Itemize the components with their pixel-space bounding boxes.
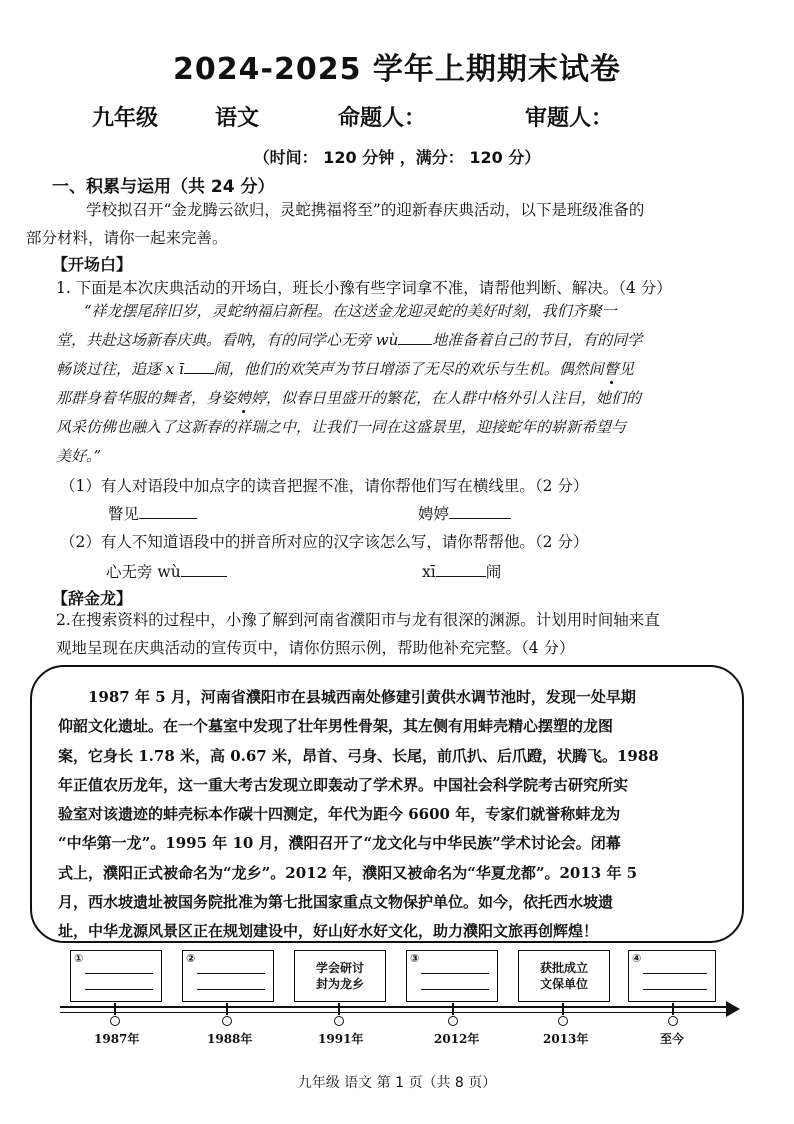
passage-text: 堂，共赴这场新春庆典。看呐，有的同学心无旁 wù <box>56 331 399 349</box>
answer-item <box>418 500 511 528</box>
timeline-box-3[interactable] <box>406 950 498 1002</box>
answer-blank-wu[interactable] <box>398 326 432 345</box>
passage-line: 美好。” <box>56 447 102 465</box>
reviewer-label: 审题人： <box>525 106 614 131</box>
blank-line <box>421 973 489 974</box>
timeline-arrow-icon <box>726 1001 740 1017</box>
timeline-box-example-2013 <box>518 950 610 1002</box>
story-line: 月，西水坡遗址被国务院批准为第七批国家重点文物保护单位。如今，依托西水坡遗 <box>58 893 614 912</box>
timeline-year: 1988年 <box>207 1032 253 1046</box>
setter-label: 命题人： <box>338 106 427 131</box>
timeline-tick <box>114 1003 116 1015</box>
subject-label: 语文 <box>215 106 260 131</box>
answer-blank[interactable] <box>436 558 486 577</box>
passage-line: “祥龙摆尾辞旧岁，灵蛇纳福启新程。在这送金龙迎灵蛇的美好时刻，我们齐聚一 <box>84 302 617 320</box>
blank-line <box>421 989 489 990</box>
timeline-tick <box>226 1003 228 1015</box>
blank-line <box>85 973 153 974</box>
timeline-tick <box>562 1003 564 1015</box>
blank-line <box>197 989 265 990</box>
question-2 <box>56 606 741 662</box>
blank-line <box>643 989 707 990</box>
timeline-year: 2012年 <box>434 1032 480 1046</box>
timeline-node <box>668 1016 678 1026</box>
answer-blank[interactable] <box>181 558 227 577</box>
passage-text: 婷，似春日里盛开的繁花，在人群中格外引人注目，她们的 <box>251 389 642 407</box>
timeline-box-example-1991 <box>294 950 386 1002</box>
story-text <box>58 683 718 947</box>
passage-line <box>56 355 741 384</box>
box-text: 学会研讨 <box>315 961 364 975</box>
dotted-char: 瞥 <box>603 360 619 378</box>
page-footer: 九年级 语文 第 1 页（共 8 页） <box>297 1075 497 1091</box>
timeline-node <box>334 1016 344 1026</box>
passage-text: 闹，他们的欢笑声为节日增添了无尽的欢乐与生机。偶然间 <box>213 360 604 378</box>
answer-item <box>108 500 197 528</box>
grade-label: 九年级 <box>92 106 159 131</box>
dotted-char: 娉 <box>236 389 252 407</box>
timeline-tick <box>452 1003 454 1015</box>
exam-time-info: （时间： 120 分钟 ，满分： 120 分） <box>253 148 541 167</box>
timeline-node <box>558 1016 568 1026</box>
timeline-node <box>222 1016 232 1026</box>
timeline-tick <box>338 1003 340 1015</box>
passage-text: 见 <box>618 360 634 378</box>
timeline-tick <box>672 1003 674 1015</box>
passage-line <box>56 326 741 355</box>
passage-line: 风采仿佛也融入了这新春的祥瑞之中，让我们一同在这盛景里，迎接蛇年的崭新希望与 <box>56 418 627 436</box>
answer-item-label: 闹 <box>485 563 502 581</box>
timeline-year: 1987年 <box>94 1032 140 1046</box>
passage-text: 畅谈过往，追逐 x ī <box>56 360 184 378</box>
answer-blank[interactable] <box>139 500 197 519</box>
story-line: “中华第一龙”。1995 年 10 月，濮阳召开了“龙文化与中华民族”学术讨论会。闭幕 <box>58 834 621 853</box>
sub-question-2: （2）有人不知道语段中的拼音所对应的汉字该怎么写，请你帮帮他。（2 分） <box>60 533 589 551</box>
story-line: 式上，濮阳正式被命名为“龙乡”。2012 年，濮阳又被命名为“华夏龙都”。2013 年 5 <box>58 863 638 882</box>
story-line: 址，中华龙源风景区正在规划建设中，好山好水好文化，助力濮阳文旅再创辉煌！ <box>58 922 599 941</box>
box-text: 获批成立 <box>539 961 588 975</box>
story-line: 1987 年 5 月，河南省濮阳市在县城西南处修建引黄供水调节池时，发现一处早期 <box>88 688 636 706</box>
timeline-year: 至今 <box>660 1032 685 1046</box>
timeline-year: 1991年 <box>318 1032 364 1046</box>
answer-blank-xi[interactable] <box>184 355 214 374</box>
sub-question-1: （1）有人对语段中加点字的读音把握不准，请你帮他们写在横线里。（2 分） <box>60 477 589 495</box>
intro-line: 学校拟召开“金龙腾云欲归，灵蛇携福将至”的迎新春庆典活动，以下是班级准备的 <box>86 201 645 219</box>
timeline-year: 2013年 <box>543 1032 589 1046</box>
box-number: ② <box>186 952 196 965</box>
story-line: 案，它身长 1.78 米，高 0.67 米，昂首、弓身、长尾，前爪扒、后爪蹬，状腾飞。1988 <box>58 746 659 765</box>
part-label-opening: 【开场白】 <box>52 255 133 274</box>
answer-item <box>106 558 227 586</box>
timeline-box-4[interactable] <box>628 950 716 1002</box>
answer-item <box>422 558 501 586</box>
intro-line: 部分材料，请你一起来完善。 <box>26 229 228 247</box>
exam-title: 2024-2025 学年上期期末试卷 <box>173 52 621 87</box>
box-number: ① <box>74 952 84 965</box>
timeline-axis-lower <box>60 1012 728 1013</box>
section-heading: 一、积累与运用（共 24 分） <box>52 177 275 197</box>
section-intro <box>26 196 741 252</box>
answer-item-label: 心无旁 wù <box>106 563 181 581</box>
story-line: 仰韶文化遗址。在一个墓室中发现了壮年男性骨架，其左侧有用蚌壳精心摆塑的龙图 <box>58 717 614 736</box>
blank-line <box>85 989 153 990</box>
story-line: 验室对该遗迹的蚌壳标本作碳十四测定，年代为距今 6600 年，专家们就誉称蚌龙为 <box>58 805 621 824</box>
answer-blank[interactable] <box>449 500 511 519</box>
answer-item-label: 瞥见 <box>108 505 140 523</box>
timeline-axis <box>60 1006 728 1008</box>
box-number: ④ <box>632 952 642 965</box>
box-number: ③ <box>410 952 420 965</box>
question-line: 2.在搜索资料的过程中，小豫了解到河南省濮阳市与龙有很深的渊源。计划用时间轴来直 <box>56 611 660 629</box>
blank-line <box>197 973 265 974</box>
passage-line <box>56 384 741 413</box>
question-line: 观地呈现在庆典活动的宣传页中，请你仿照示例，帮助他补充完整。（4 分） <box>56 639 575 657</box>
timeline-box-2[interactable] <box>182 950 274 1002</box>
box-text: 文保单位 <box>539 977 588 991</box>
part-label-dragon: 【辞金龙】 <box>52 589 133 608</box>
passage-text: 那群身着华服的舞者，身姿 <box>56 389 237 407</box>
timeline-node <box>448 1016 458 1026</box>
opening-passage <box>56 297 741 471</box>
question-1: 1. 下面是本次庆典活动的开场白，班长小豫有些字词拿不准，请帮他判断、解决。（4 分） <box>56 279 672 297</box>
answer-item-label: 娉婷 <box>418 505 450 523</box>
timeline-node <box>110 1016 120 1026</box>
answer-item-label: xī <box>422 563 436 581</box>
passage-text: 地准备着自己的节目，有的同学 <box>432 331 643 349</box>
story-line: 年正值农历龙年，这一重大考古发现立即轰动了学术界。中国社会科学院考古研究所实 <box>58 775 629 794</box>
box-text: 封为龙乡 <box>315 977 364 991</box>
blank-line <box>643 973 707 974</box>
timeline-box-1[interactable] <box>70 950 162 1002</box>
